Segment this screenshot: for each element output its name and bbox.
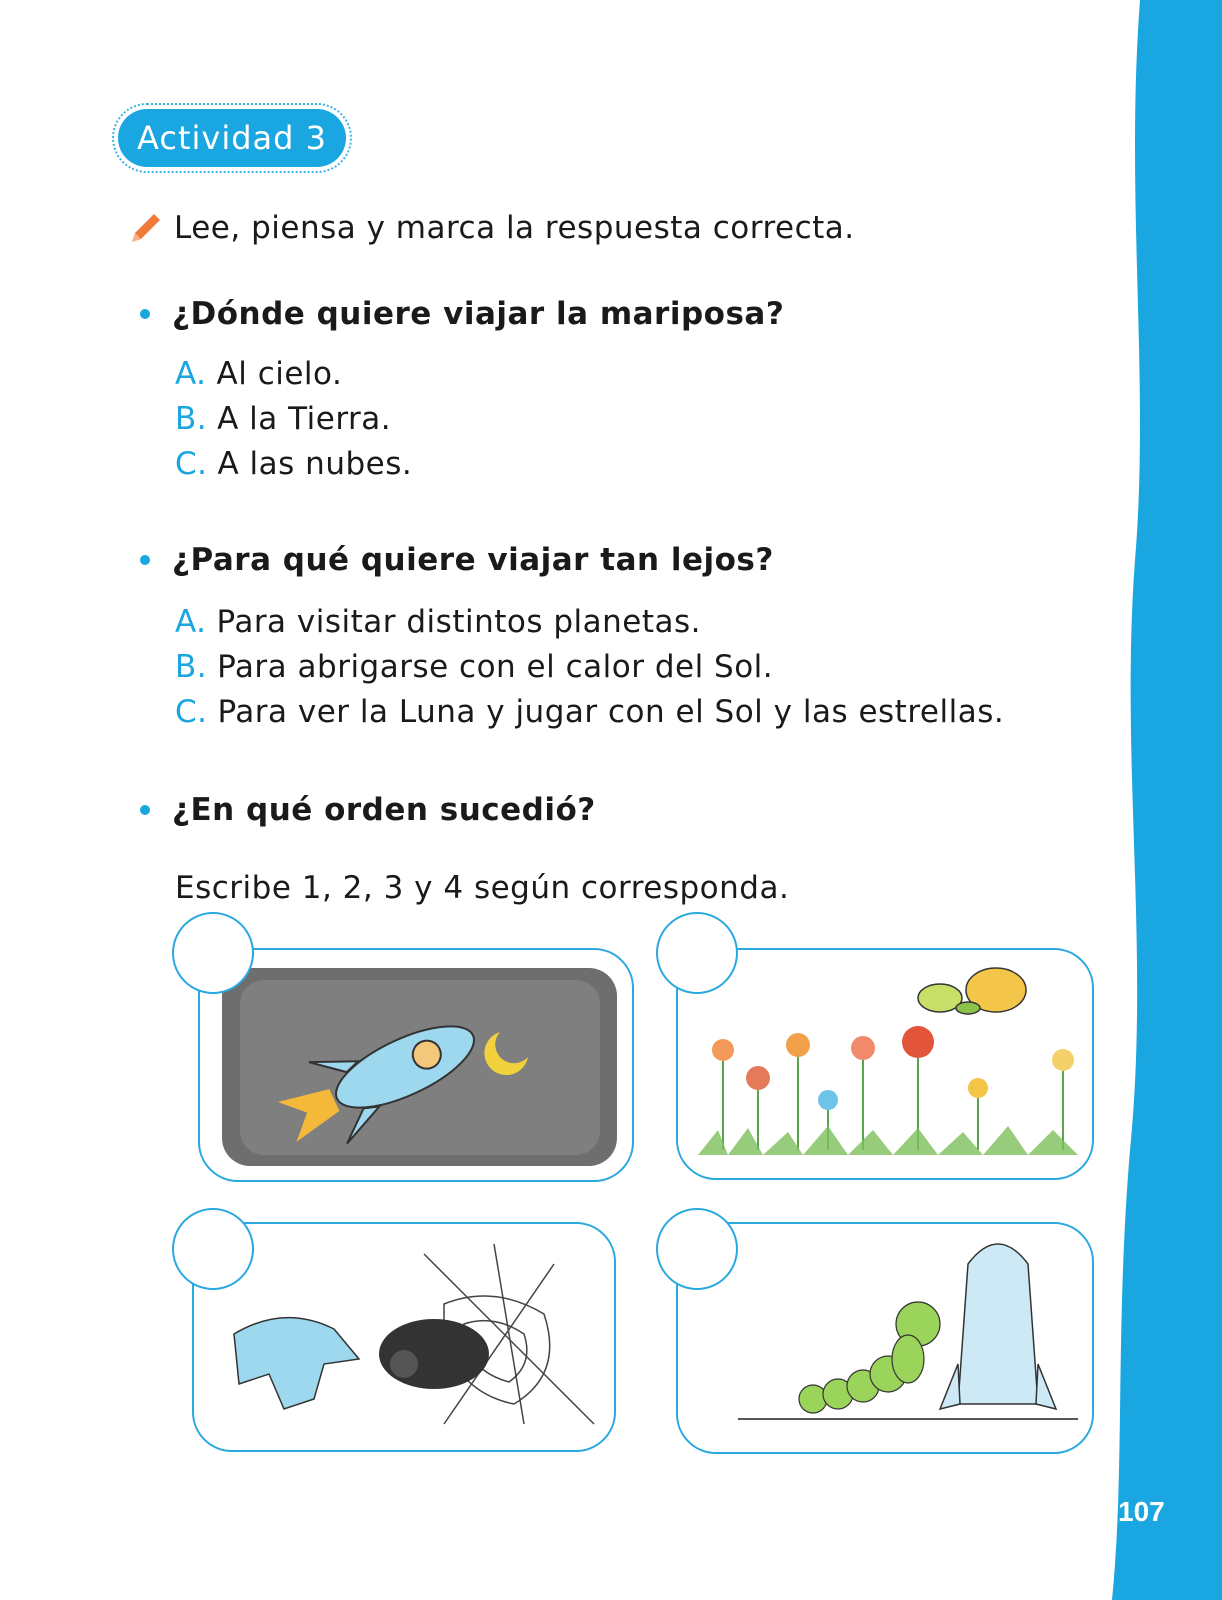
picture-card-spider: [192, 1222, 616, 1452]
rocket-icon: [958, 1244, 1038, 1404]
instruction-text: Lee, piensa y marca la respuesta correcta.: [174, 210, 855, 246]
question-2: [140, 542, 774, 578]
question-3: [140, 792, 596, 828]
question-text: ¿En qué orden sucedió?: [172, 792, 596, 828]
activity-label: Actividad 3: [118, 109, 346, 167]
question-text: ¿Dónde quiere viajar la mariposa?: [172, 296, 785, 332]
answer-circle-4[interactable]: [656, 1208, 738, 1290]
option-b[interactable]: B. A la Tierra.: [175, 401, 392, 437]
pajamas-icon: [234, 1318, 359, 1409]
question-text: ¿Para qué quiere viajar tan lejos?: [172, 542, 774, 578]
page-number: 107: [1118, 1496, 1165, 1527]
caterpillar-illustration: [678, 1224, 1094, 1454]
option-a[interactable]: A. Al cielo.: [175, 356, 343, 392]
pencil-icon: [126, 208, 166, 248]
question-1: [140, 296, 784, 332]
instruction: [126, 208, 855, 248]
bullet-icon: [140, 555, 150, 565]
picture-card-butterfly: [676, 948, 1094, 1180]
spider-illustration: [194, 1224, 616, 1452]
activity-badge: [112, 103, 352, 173]
picture-card-rocket: [198, 948, 634, 1182]
order-instruction: Escribe 1, 2, 3 y 4 según corresponda.: [175, 870, 790, 906]
caterpillar-icon: [799, 1302, 940, 1413]
option-a[interactable]: A. Para visitar distintos planetas.: [175, 604, 702, 640]
flowers-illustration: [678, 950, 1094, 1180]
answer-circle-1[interactable]: [172, 912, 254, 994]
option-c[interactable]: C. Para ver la Luna y jugar con el Sol y las estrellas.: [175, 694, 1005, 730]
option-c[interactable]: C. A las nubes.: [175, 446, 413, 482]
butterfly-icon: [918, 968, 1026, 1014]
answer-circle-2[interactable]: [656, 912, 738, 994]
options-2: [175, 600, 1004, 735]
options-1: [175, 352, 412, 487]
bullet-icon: [140, 805, 150, 815]
rocket-illustration: [200, 950, 634, 1182]
picture-card-caterpillar: [676, 1222, 1094, 1454]
answer-circle-3[interactable]: [172, 1208, 254, 1290]
option-b[interactable]: B. Para abrigarse con el calor del Sol.: [175, 649, 774, 685]
bullet-icon: [140, 309, 150, 319]
